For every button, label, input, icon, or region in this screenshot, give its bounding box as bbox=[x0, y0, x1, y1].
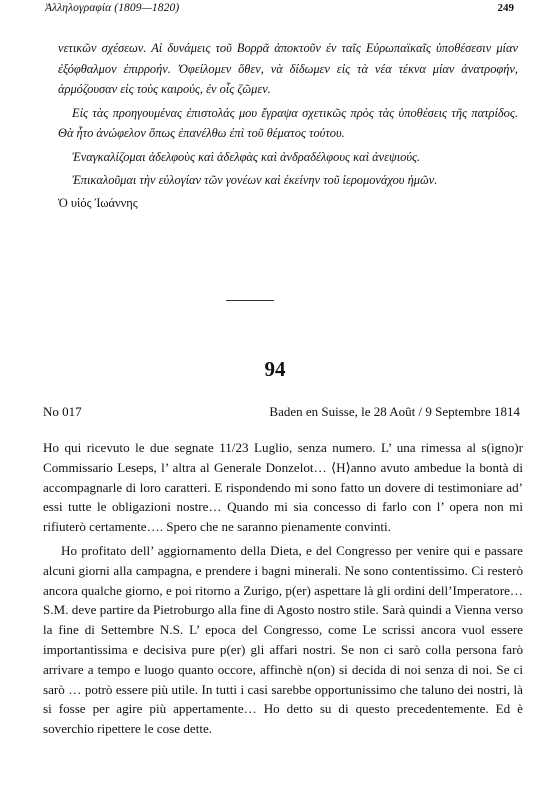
letter-paragraph: Ho profitato dell’ aggiornamento della Dieta, e del Congresso per venire qui e passare alcuni giorni alla campagna, e prendere i bagni minerali. Ne sono contentissimo. Ci resterò ancora qualche giorno, e poi ritorno a Zurigo, p(er) aspettare là gli ordini dell’Imperatore… S.M. deve partire da Pietroburgo alla fine di Agosto nostro stile. Sarà quindi a Vienna verso la fine di Settembre N.S. L’ epoca del Congresso, come Le scrissi ancora vuol essere importantissima e decisiva pure p(er) gli affari nostri. Se non ci sarò colla persona farò arrivare a tempo e luogo quanto occore, affinchè n(on) si decida di noi senza di noi. Se ci sarò … potrò essere più utile. In tutti i casi sarebbe opportunissimo che taluno dei nostri, là si fosse per agire più appertamente… Ho detto su di questo precedentemente. Ed è soverchio ripettere le cose dette. bbox=[43, 542, 523, 737]
greek-paragraph: Ἐπικαλοῦμαι τὴν εὐλογίαν τῶν γονέων καὶ ἐκείνην τοῦ ἱερομονάχου ἡμῶν. bbox=[72, 173, 438, 187]
document-id: No 017 bbox=[43, 404, 82, 419]
letter-paragraph: Ho qui ricevuto le due segnate 11/23 Luglio, senza numero. L’ una rimessa al s(igno)r Commissario Leseps, l’ altra al Generale Donzelot… ⟨H⟩anno avuto ambedue la bontà di accompagnarle di loro caratteri. E rispondendo mi sono fatto un dovere di testimoniare ad’ essi tutte le obligazioni nostre… Quando mi sia concesso di farlo con l’ opera non mi rifiuterò certamente…. Spero che ne saranno pienamente convinti. bbox=[43, 440, 523, 535]
section-divider bbox=[226, 300, 274, 301]
greek-letter-ending bbox=[58, 38, 518, 213]
letter-number: 94 bbox=[264, 357, 286, 381]
letter-body bbox=[43, 438, 523, 739]
place-and-date: Baden en Suisse, le 28 Août / 9 Septembre 1814 bbox=[269, 404, 520, 419]
running-head bbox=[45, 2, 514, 20]
letter-headline bbox=[43, 404, 520, 424]
running-head-title: Ἀλληλογραφία (1809—1820) bbox=[45, 2, 180, 14]
greek-paragraph: Εἰς τὰς προηγουμένας ἐπιστολάς μου ἔγραψα σχετικῶς πρὸς τὰς ὑποθέσεις τῆς πατρίδος. Θὰ ἦτο ἀνώφελον ὅπως ἐπανέλθω ἐπὶ τοῦ θέματος τούτου. bbox=[58, 105, 518, 140]
greek-paragraph: νετικῶν σχέσεων. Αἱ δυνάμεις τοῦ Βορρᾶ ἀποκτοῦν ἐν ταῖς Εὐρωπαϊκαῖς ὑποθέσεσιν μίαν ἐξόφθαλμον ἐπιρροήν. Ὀφείλομεν ὅθεν, νὰ δίδωμεν εἰς τὰ νέα τέκνα μίαν ἀνατροφήν, ἁρμόζουσαν εἰς τοὺς καιρούς, ἐν οἷς ζῶμεν. bbox=[58, 41, 518, 96]
page-number: 249 bbox=[497, 2, 514, 14]
greek-paragraph: Ἐναγκαλίζομαι ἀδελφοὺς καὶ ἀδελφὰς καὶ ἀνδραδέλφους καὶ ἀνεψιούς. bbox=[72, 149, 421, 164]
signature: Ὁ υἱός Ἰωάννης bbox=[58, 195, 138, 210]
